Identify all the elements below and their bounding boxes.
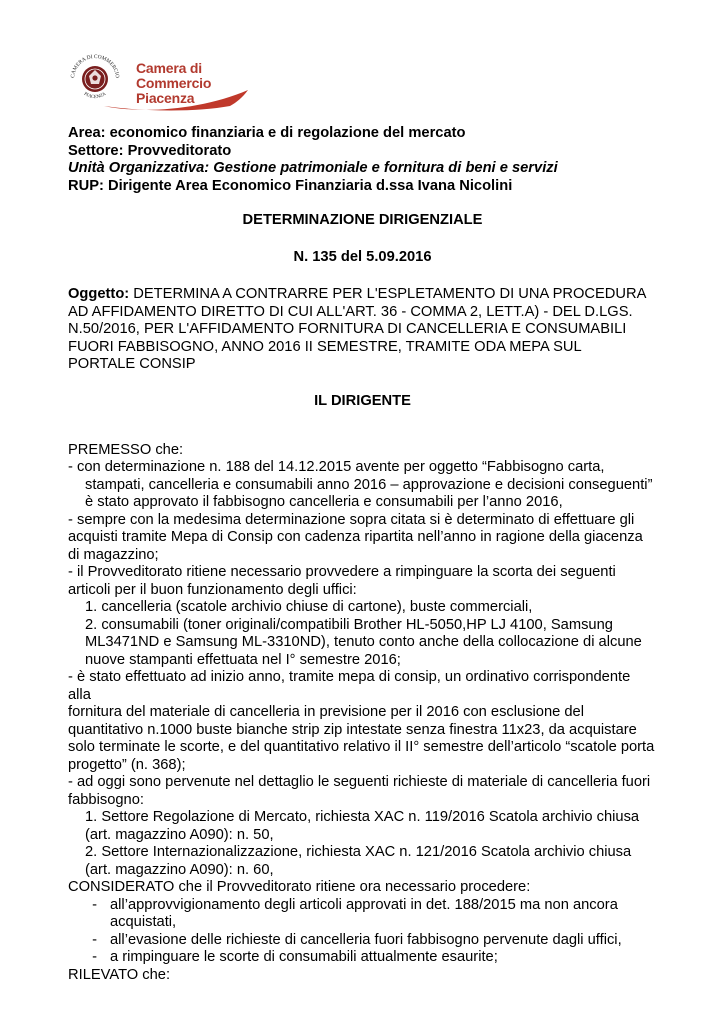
- bullet-text: acquistati,: [110, 914, 177, 930]
- paragraph-line: solo terminate le scorte, e del quantitativo relativo il II° semestre dell’articolo “scatole porta: [68, 739, 655, 755]
- seal-text-top: CAMERA DI COMMERCIO: [69, 53, 121, 79]
- oggetto-line-1: DETERMINA A CONTRARRE PER L'ESPLETAMENTO DI UNA PROCEDURA: [129, 286, 647, 302]
- oggetto: [68, 286, 657, 374]
- bullet-item: [68, 949, 657, 967]
- bullet-mark: -: [92, 931, 97, 948]
- header-settore: Settore: Provveditorato: [68, 142, 232, 159]
- bullet-text: a rimpinguare le scorte di consumabili attualmente esaurite;: [110, 949, 498, 965]
- brand-swoosh-icon: [102, 84, 252, 112]
- doc-number: N. 135 del 5.09.2016: [293, 249, 432, 265]
- header-rup: RUP: Dirigente Area Economico Finanziaria d.ssa Ivana Nicolini: [68, 177, 513, 194]
- bullet-mark: -: [92, 896, 97, 913]
- chamber-logo: [66, 50, 266, 112]
- paragraph-line: - il Provveditorato ritiene necessario provvedere a rimpinguare la scorta dei seguenti: [68, 564, 616, 580]
- seal-text-bottom: PIACENZA: [82, 91, 108, 101]
- bullet-item: [68, 932, 657, 950]
- list-item: nuove stampanti effettuata nel I° semestre 2016;: [85, 651, 401, 668]
- brand-line-1: Camera di Commercio: [136, 60, 212, 91]
- paragraph-line: fabbisogno:: [68, 791, 144, 808]
- bullet-item: [68, 897, 657, 915]
- list-item: 1. cancelleria (scatole archivio chiuse di cartone), buste commerciali,: [85, 599, 533, 615]
- bullet-item: [68, 914, 657, 932]
- paragraph-line: di magazzino;: [68, 546, 159, 563]
- header-unita: Unità Organizzativa: Gestione patrimoniale e fornitura di beni e servizi: [68, 160, 558, 176]
- list-item: (art. magazzino A090): n. 50,: [85, 826, 274, 843]
- list-item: 2. consumabili (toner originali/compatibili Brother HL-5050,HP LJ 4100, Samsung: [85, 616, 613, 633]
- paragraph-line: - con determinazione n. 188 del 14.12.2015 avente per oggetto “Fabbisogno carta,: [68, 459, 605, 475]
- paragraph-line: articoli per il buon funzionamento degli uffici:: [68, 581, 357, 598]
- bullet-mark: -: [92, 949, 97, 965]
- doc-title: DETERMINAZIONE DIRIGENZIALE: [242, 212, 483, 228]
- paragraph-line: - ad oggi sono pervenute nel dettaglio le seguenti richieste di materiale di cancelleria fuori: [68, 774, 651, 790]
- list-item: 1. Settore Regolazione di Mercato, richiesta XAC n. 119/2016 Scatola archivio chiusa: [85, 809, 640, 825]
- rilevato-label: RILEVATO che:: [68, 966, 171, 983]
- paragraph-line: - è stato effettuato ad inizio anno, tramite mepa di consip, un ordinativo corrispondente alla: [68, 669, 631, 703]
- paragraph-line: progetto” (n. 368);: [68, 756, 186, 773]
- document-body: [68, 125, 657, 984]
- paragraph-line: quantitativo n.1000 buste bianche strip zip intestate senza finestra 11x23, da acquistare: [68, 721, 637, 738]
- paragraph-line: - sempre con la medesima determinazione sopra citata si è determinato di effettuare gli: [68, 511, 635, 528]
- list-item: ML3471ND e Samsung ML-3310ND), tenuto conto anche della collocazione di alcune: [85, 634, 642, 650]
- oggetto-line-3: N.50/2016, PER L'AFFIDAMENTO FORNITURA DI CANCELLERIA E CONSUMABILI: [68, 321, 627, 337]
- oggetto-line-2: AD AFFIDAMENTO DIRETTO DI CUI ALL'ART. 36 - COMMA 2, LETT.A) - DEL D.LGS.: [68, 303, 633, 320]
- oggetto-line-4: FUORI FABBISOGNO, ANNO 2016 II SEMESTRE, TRAMITE ODA MEPA SUL: [68, 338, 582, 355]
- paragraph-line: fornitura del materiale di cancelleria in previsione per il 2016 con esclusione del: [68, 704, 584, 720]
- premesso-section: [68, 442, 657, 985]
- oggetto-line-5: PORTALE CONSIP: [68, 356, 196, 372]
- paragraph-line: è stato approvato il fabbisogno cancelleria e consumabili per l’anno 2016,: [85, 494, 563, 510]
- paragraph-line: stampati, cancelleria e consumabili anno 2016 – approvazione e decisioni conseguenti”: [85, 476, 653, 493]
- paragraph-line: acquisti tramite Mepa di Consip con cadenza ripartita nell’anno in ragione della giacenza: [68, 529, 643, 545]
- list-item: (art. magazzino A090): n. 60,: [85, 861, 274, 878]
- premesso-label: PREMESSO che:: [68, 441, 184, 458]
- header-area: Area: economico finanziaria e di regolazione del mercato: [68, 125, 466, 141]
- list-item: 2. Settore Internazionalizzazione, richiesta XAC n. 121/2016 Scatola archivio chiusa: [85, 844, 632, 860]
- brand-line-2: Piacenza: [136, 90, 195, 106]
- considerato-label: CONSIDERATO che il Provveditorato ritiene ora necessario procedere:: [68, 879, 531, 895]
- section-title: IL DIRIGENTE: [314, 392, 411, 409]
- oggetto-label: Oggetto:: [68, 286, 130, 302]
- bullet-text: all’approvvigionamento degli articoli approvati in det. 188/2015 ma non ancora: [110, 896, 618, 913]
- bullet-text: all’evasione delle richieste di cancelleria fuori fabbisogno pervenute dagli uffici,: [110, 931, 622, 948]
